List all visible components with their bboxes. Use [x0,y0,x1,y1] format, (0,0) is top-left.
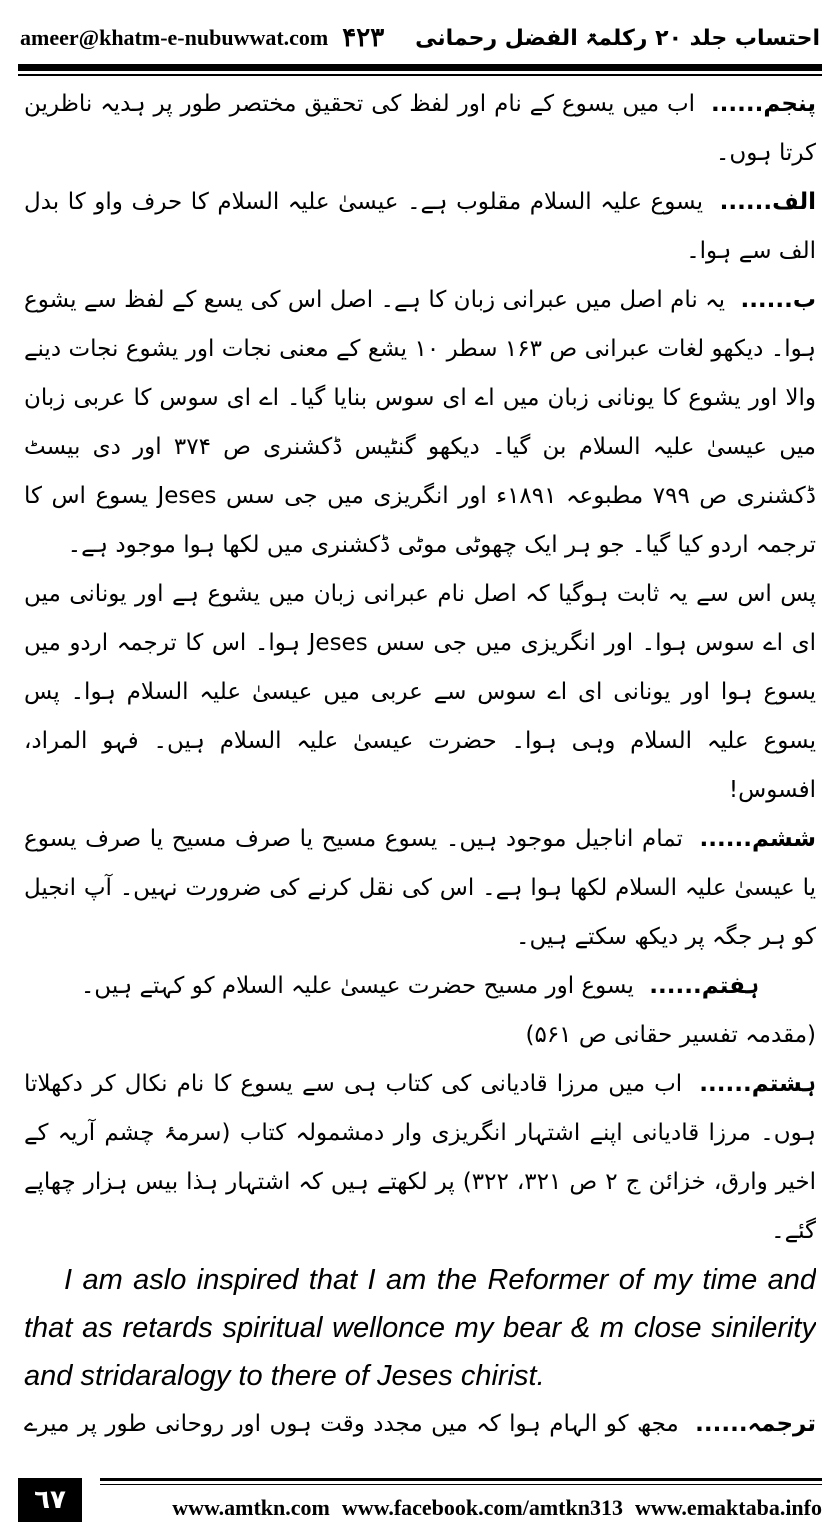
section-marker: پنجم...... [710,91,816,117]
paragraph-conclusion [24,570,816,815]
section-marker: الف...... [719,189,816,215]
paragraph-alif [24,178,816,276]
citation-text: (مقدمہ تفسیر حقانی ص ۵۶۱) [525,1022,816,1048]
paragraph-text: یسوع علیہ السلام مقلوب ہے۔ عیسیٰ علیہ السلام کا حرف واو کا بدل الف سے ہوا۔ [24,189,816,264]
paragraph-text: یہ نام اصل میں عبرانی زبان کا ہے۔ اصل اس کی یسع کے لفظ سے یشوع ہوا۔ دیکھو لغات عبرانی ص ۱۶۳ سطر ۱۰ یشع کے معنی نجات اور یشوع نجات دینے والا اور یشوع کا یونانی زبان میں اے ای سوس بنایا گیا۔ اے ای سوس کا عربی زبان میں عیسیٰ علیہ السلام بن گیا۔ دیکھو گنٹیس ڈکشنری ص ۳۷۴ اور دی بیسٹ ڈکشنری ص ۷۹۹ مطبوعہ ۱۸۹۱ء اور انگریزی میں جی سس Jeses یسوع اس کا ترجمہ اردو کیا گیا۔ جو ہر ایک چھوٹی موٹی ڈکشنری میں لکھا ہوا موجود ہے۔ [24,287,816,558]
header-rule-thin [18,74,822,76]
footer-link-amtkn[interactable]: www.amtkn.com [172,1495,330,1520]
book-title: احتساب جلد ۲۰ رکلمۃ الفضل رحمانی [415,25,820,51]
section-marker: ہشتم...... [699,1071,816,1097]
page-body [24,80,816,1455]
footer-page-badge: ٦٧ [18,1478,82,1522]
paragraph-be [24,276,816,570]
contact-email[interactable]: ameer@khatm-e-nubuwwat.com [20,25,329,50]
citation [24,1011,816,1060]
english-quote: I am aslo inspired that I am the Reformer of my time and that as retards spiritual wellonce my bear & m close sinilerity and stridaralogy to there of Jeses chirist. [24,1264,816,1392]
section-marker: ششم...... [699,826,816,852]
paragraph-text: اب میں مرزا قادیانی کی کتاب ہی سے یسوع کا نام نکال کر دکھلاتا ہوں۔ مرزا قادیانی اپنے اشتہار انگریزی وار دمشمولہ کتاب (سرمۂ چشم آریہ کے اخیر وارق، خزائن ج ۲ ص ۳۲۱، ۳۲۲) پر لکھتے ہیں کہ اشتہار ہذا بیس ہزار چھاپے گئے۔ [24,1071,816,1244]
section-marker: ہفتم...... [649,973,760,999]
footer-rule [100,1478,822,1481]
footer-link-emaktaba[interactable]: www.emaktaba.info [634,1495,822,1520]
paragraph-text: یسوع اور مسیح حضرت عیسیٰ علیہ السلام کو کہتے ہیں۔ [80,973,634,999]
paragraph-panjum [24,80,816,178]
footer-links [100,1488,822,1528]
paragraph-haftum [24,962,816,1011]
paragraph-hashtum [24,1060,816,1256]
footer-rule-thin [100,1484,822,1485]
paragraph-translation [24,1400,816,1455]
paragraph-text: اب میں یسوع کے نام اور لفظ کی تحقیق مختصر طور پر ہدیہ ناظرین کرتا ہوں۔ [24,91,816,166]
paragraph-text: پس اس سے یہ ثابت ہوگیا کہ اصل نام عبرانی زبان میں یشوع ہے اور یونانی میں ای اے سوس ہوا۔ اور انگریزی میں جی سس Jeses ہوا۔ اس کا ترجمہ اردو میں یسوع ہوا اور یونانی ای اے سوس سے عربی میں عیسیٰ علیہ السلام ہوا۔ پس یسوع علیہ السلام وہی ہوا۔ حضرت عیسیٰ علیہ السلام ہیں۔ فہو المراد، افسوس! [24,581,816,803]
page-header [20,18,820,58]
section-marker: ب...... [740,287,816,313]
header-left [20,23,384,53]
paragraph-text: تمام اناجیل موجود ہیں۔ یسوع مسیح یا صرف مسیح یا صرف یسوع یا عیسیٰ علیہ السلام لکھا ہوا ہے۔ اس کی نقل کرنے کی ضرورت نہیں۔ آپ انجیل کو ہر جگہ پر دیکھ سکتے ہیں۔ [24,826,816,950]
paragraph-text: مجھ کو الہام ہوا کہ میں مجدد وقت ہوں اور روحانی طور پر میرے [24,1411,679,1437]
page-number: ۴۲۳ [342,23,385,52]
section-marker: ترجمہ...... [695,1411,816,1437]
paragraph-shashum [24,815,816,962]
header-rule-thick [18,64,822,71]
footer-link-facebook[interactable]: www.facebook.com/amtkn313 [341,1495,623,1520]
